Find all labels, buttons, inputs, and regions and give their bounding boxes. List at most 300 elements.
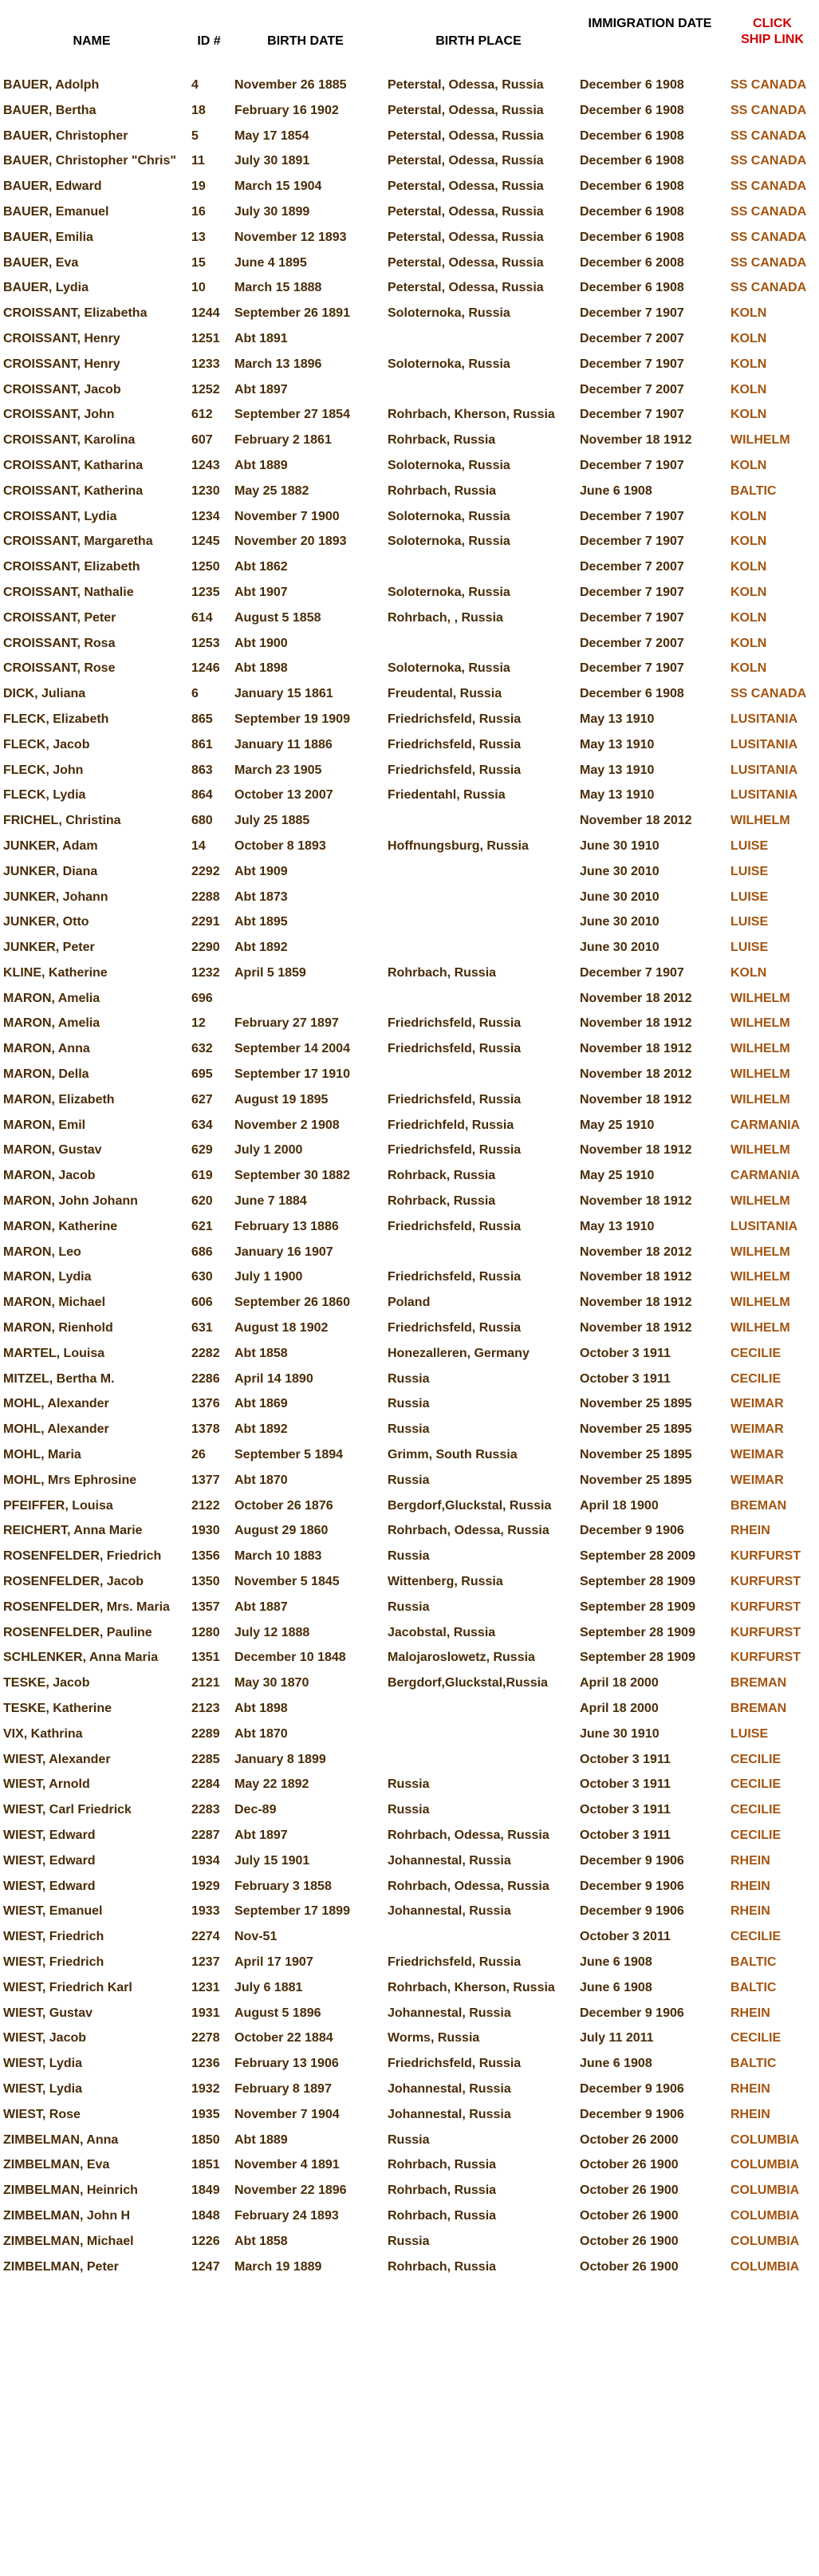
birth-date-cell: November 26 1885 bbox=[234, 78, 347, 92]
table-row bbox=[0, 72, 819, 97]
ship-link[interactable]: CECILIE bbox=[730, 1828, 782, 1842]
immigration-date-cell: December 7 1907 bbox=[580, 661, 684, 676]
ship-link[interactable]: RHEIN bbox=[730, 2006, 770, 2020]
id-cell: 2274 bbox=[191, 1930, 220, 1944]
immigration-date-cell: May 13 1910 bbox=[580, 788, 655, 803]
immigration-date-cell: December 7 2007 bbox=[580, 331, 684, 345]
ship-link[interactable]: CARMANIA bbox=[730, 1169, 801, 1183]
name-cell: SCHLENKER, Anna Maria bbox=[3, 1651, 159, 1665]
ship-link[interactable]: SS CANADA bbox=[730, 103, 807, 117]
ship-link[interactable]: KURFURST bbox=[730, 1549, 801, 1564]
table-row bbox=[0, 833, 819, 858]
id-cell: 1231 bbox=[191, 1980, 220, 1994]
ship-link[interactable]: SS CANADA bbox=[730, 255, 807, 270]
ship-link[interactable]: WILHELM bbox=[730, 1245, 790, 1259]
id-cell: 680 bbox=[191, 814, 213, 828]
birth-date-cell: Abt 1897 bbox=[234, 1828, 288, 1842]
birth-place-cell: Johannestal, Russia bbox=[388, 1853, 511, 1868]
ship-link[interactable]: LUSITANIA bbox=[730, 712, 798, 726]
ship-link[interactable]: KOLN bbox=[730, 408, 767, 422]
birth-date-cell: July 30 1899 bbox=[234, 204, 310, 219]
birth-place-cell: Soloternoka, Russia bbox=[388, 509, 510, 523]
name-cell: CROISSANT, Lydia bbox=[3, 509, 117, 523]
ship-link[interactable]: WEIMAR bbox=[730, 1422, 784, 1437]
name-cell: ZIMBELMAN, Eva bbox=[3, 2158, 110, 2172]
ship-link[interactable]: SS CANADA bbox=[730, 179, 807, 194]
birth-date-cell: July 6 1881 bbox=[234, 1980, 303, 1994]
birth-date-cell: November 2 1908 bbox=[234, 1118, 340, 1132]
table-row bbox=[0, 1010, 819, 1036]
name-cell: FLECK, Lydia bbox=[3, 788, 86, 803]
ship-link[interactable]: KURFURST bbox=[730, 1651, 801, 1665]
id-cell: 11 bbox=[191, 154, 205, 168]
name-cell: FLECK, Jacob bbox=[3, 737, 90, 751]
immigration-date-cell: May 25 1910 bbox=[580, 1118, 655, 1132]
birth-place-cell: Rohrbach, Kherson, Russia bbox=[388, 1980, 555, 1994]
birth-date-cell: March 15 1904 bbox=[234, 179, 322, 194]
ship-link[interactable]: LUSITANIA bbox=[730, 1219, 798, 1233]
ship-link[interactable]: WEIMAR bbox=[730, 1397, 784, 1411]
ship-link[interactable]: SS CANADA bbox=[730, 128, 807, 143]
birth-place-cell: Bergdorf,Gluckstal,Russia bbox=[388, 1676, 548, 1690]
table-row bbox=[0, 909, 819, 934]
birth-place-cell: Russia bbox=[388, 1397, 430, 1411]
id-cell: 620 bbox=[191, 1194, 213, 1209]
name-cell: WIEST, Friedrich Karl bbox=[3, 1980, 132, 1994]
birth-place-cell: Friedrichfeld, Russia bbox=[388, 1118, 514, 1132]
ship-link[interactable]: BREMAN bbox=[730, 1702, 787, 1715]
table-row bbox=[0, 1923, 819, 1949]
table-row bbox=[0, 554, 819, 579]
birth-place-cell: Russia bbox=[388, 2132, 430, 2147]
id-cell: 861 bbox=[191, 737, 213, 751]
birth-place-cell: Freudental, Russia bbox=[388, 687, 502, 701]
name-cell: MARON, Michael bbox=[3, 1296, 106, 1310]
birth-place-cell: Hoffnungsburg, Russia bbox=[388, 838, 529, 853]
immigration-date-cell: November 25 1895 bbox=[580, 1397, 692, 1411]
name-cell: JUNKER, Adam bbox=[3, 838, 98, 853]
ship-link[interactable]: KOLN bbox=[730, 661, 767, 676]
birth-date-cell: Abt 1869 bbox=[234, 1397, 288, 1411]
immigration-date-cell: October 3 1911 bbox=[580, 1828, 671, 1842]
id-cell: 1850 bbox=[191, 2132, 220, 2147]
ship-link[interactable]: RHEIN bbox=[730, 1524, 770, 1538]
ship-link[interactable]: KOLN bbox=[730, 357, 767, 371]
id-cell: 2292 bbox=[191, 864, 220, 878]
name-cell: MARON, John Johann bbox=[3, 1194, 138, 1209]
id-cell: 2286 bbox=[191, 1371, 220, 1386]
ship-link[interactable]: KOLN bbox=[730, 636, 767, 650]
ship-link[interactable]: KOLN bbox=[730, 610, 767, 625]
table-row bbox=[0, 2000, 819, 2026]
ship-link[interactable]: WILHELM bbox=[730, 991, 790, 1005]
birth-place-cell: Peterstal, Odessa, Russia bbox=[388, 103, 544, 117]
table-row bbox=[0, 2203, 819, 2228]
ship-link[interactable]: KOLN bbox=[730, 509, 767, 523]
birth-place-cell: Johannestal, Russia bbox=[388, 2006, 511, 2020]
name-cell: BAUER, Bertha bbox=[3, 103, 96, 117]
birth-date-cell: April 17 1907 bbox=[234, 1955, 313, 1969]
ship-link[interactable]: LUISE bbox=[730, 915, 769, 929]
id-cell: 1356 bbox=[191, 1549, 220, 1564]
ship-link[interactable]: CECILIE bbox=[730, 1346, 782, 1360]
ship-link[interactable]: KOLN bbox=[730, 458, 767, 472]
ship-link[interactable]: SS CANADA bbox=[730, 281, 807, 295]
birth-date-cell: November 20 1893 bbox=[234, 535, 347, 549]
birth-date-cell: Abt 1907 bbox=[234, 585, 288, 599]
ship-link[interactable]: WILHELM bbox=[730, 1067, 790, 1082]
id-cell: 1931 bbox=[191, 2006, 220, 2020]
birth-place-cell: Friedrichsfeld, Russia bbox=[388, 763, 522, 777]
name-cell: MOHL, Mrs Ephrosine bbox=[3, 1473, 137, 1487]
immigration-date-cell: December 7 1907 bbox=[580, 408, 684, 422]
birth-date-cell: February 13 1906 bbox=[234, 2057, 339, 2071]
ship-link[interactable]: WILHELM bbox=[730, 1270, 790, 1284]
ship-link[interactable]: COLUMBIA bbox=[730, 2208, 800, 2223]
table-row bbox=[0, 478, 819, 503]
name-cell: CROISSANT, Nathalie bbox=[3, 585, 134, 599]
ship-link[interactable]: RHEIN bbox=[730, 1904, 770, 1919]
ship-link[interactable]: KOLN bbox=[730, 382, 767, 396]
ship-link[interactable]: SS CANADA bbox=[730, 154, 807, 168]
ship-link[interactable]: BREMAN bbox=[730, 1676, 787, 1690]
immigration-date-cell: December 7 1907 bbox=[580, 585, 684, 599]
birth-date-cell: February 16 1902 bbox=[234, 103, 339, 117]
id-cell: 606 bbox=[191, 1296, 213, 1310]
name-cell: TESKE, Katherine bbox=[3, 1702, 112, 1715]
id-cell: 863 bbox=[191, 763, 213, 777]
birth-place-cell: Peterstal, Odessa, Russia bbox=[388, 230, 544, 244]
immigration-date-cell: June 6 1908 bbox=[580, 483, 652, 498]
birth-place-cell: Johannestal, Russia bbox=[388, 1904, 511, 1919]
ship-link[interactable]: CECILIE bbox=[730, 1930, 782, 1944]
name-cell: MARTEL, Louisa bbox=[3, 1346, 105, 1360]
immigration-date-cell: May 13 1910 bbox=[580, 763, 655, 777]
ship-link[interactable]: CECILIE bbox=[730, 1371, 782, 1386]
ship-link[interactable]: KURFURST bbox=[730, 1575, 801, 1589]
ship-link[interactable]: KOLN bbox=[730, 535, 767, 549]
immigration-date-cell: June 30 2010 bbox=[580, 890, 660, 904]
birth-date-cell: May 30 1870 bbox=[234, 1676, 309, 1690]
id-cell: 2287 bbox=[191, 1828, 220, 1842]
birth-place-cell: Rohrbach, Odessa, Russia bbox=[388, 1524, 549, 1538]
ship-link[interactable]: WEIMAR bbox=[730, 1473, 784, 1487]
immigration-date-cell: November 25 1895 bbox=[580, 1448, 692, 1462]
ship-link[interactable]: CECILIE bbox=[730, 1752, 782, 1766]
ship-link[interactable]: WILHELM bbox=[730, 1194, 790, 1209]
birth-date-cell: April 14 1890 bbox=[234, 1371, 313, 1386]
table-row bbox=[0, 1061, 819, 1087]
ship-link[interactable]: COLUMBIA bbox=[730, 2259, 800, 2274]
immigration-date-cell: October 3 1911 bbox=[580, 1371, 671, 1386]
ship-link[interactable]: KURFURST bbox=[730, 1625, 801, 1639]
immigration-date-cell: April 18 2000 bbox=[580, 1702, 659, 1715]
ship-link[interactable]: KOLN bbox=[730, 306, 767, 321]
birth-date-cell: March 10 1883 bbox=[234, 1549, 322, 1564]
ship-link[interactable]: BALTIC bbox=[730, 2057, 777, 2071]
birth-date-cell: June 7 1884 bbox=[234, 1194, 307, 1209]
birth-date-cell: November 7 1900 bbox=[234, 509, 340, 523]
immigration-date-cell: November 18 1912 bbox=[580, 1092, 692, 1107]
id-cell: 631 bbox=[191, 1321, 213, 1335]
birth-place-cell: Soloternoka, Russia bbox=[388, 458, 510, 472]
id-cell: 1935 bbox=[191, 2107, 220, 2121]
ship-link[interactable]: LUISE bbox=[730, 864, 769, 878]
immigration-date-cell: December 7 2007 bbox=[580, 636, 684, 650]
birth-date-cell: August 29 1860 bbox=[234, 1524, 329, 1538]
table-row bbox=[0, 2025, 819, 2050]
table-row bbox=[0, 960, 819, 985]
name-cell: ROSENFELDER, Pauline bbox=[3, 1625, 152, 1639]
ship-link[interactable]: KOLN bbox=[730, 965, 767, 980]
name-cell: JUNKER, Otto bbox=[3, 915, 89, 929]
immigration-date-cell: December 6 1908 bbox=[580, 154, 684, 168]
id-cell: 1930 bbox=[191, 1524, 220, 1538]
table-row bbox=[0, 300, 819, 325]
ship-link[interactable]: CECILIE bbox=[730, 1777, 782, 1792]
ship-link[interactable]: BALTIC bbox=[730, 1980, 777, 1994]
birth-place-cell: Peterstal, Odessa, Russia bbox=[388, 154, 544, 168]
name-cell: CROISSANT, Rosa bbox=[3, 636, 116, 650]
birth-place-cell: Friedrichsfeld, Russia bbox=[388, 1321, 522, 1335]
ship-link[interactable]: LUISE bbox=[730, 890, 769, 904]
id-cell: 627 bbox=[191, 1092, 213, 1107]
ship-link[interactable]: RHEIN bbox=[730, 2081, 770, 2096]
ship-link[interactable]: CECILIE bbox=[730, 1803, 782, 1817]
table-row bbox=[0, 1239, 819, 1264]
name-cell: BAUER, Emanuel bbox=[3, 204, 109, 219]
id-cell: 1232 bbox=[191, 965, 220, 980]
name-cell: MARON, Elizabeth bbox=[3, 1092, 115, 1107]
birth-place-cell: Friedrichsfeld, Russia bbox=[388, 1092, 522, 1107]
id-cell: 1378 bbox=[191, 1422, 220, 1437]
ship-link[interactable]: WILHELM bbox=[730, 1321, 790, 1335]
immigration-date-cell: December 9 1906 bbox=[580, 1904, 684, 1919]
ship-link[interactable]: CARMANIA bbox=[730, 1118, 801, 1132]
ship-link[interactable]: RHEIN bbox=[730, 1879, 770, 1893]
ship-link[interactable]: WILHELM bbox=[730, 814, 790, 828]
birth-date-cell: Dec-89 bbox=[234, 1803, 277, 1817]
ship-link[interactable]: BREMAN bbox=[730, 1498, 787, 1513]
name-cell: JUNKER, Diana bbox=[3, 864, 98, 878]
name-cell: MOHL, Alexander bbox=[3, 1422, 109, 1437]
id-cell: 619 bbox=[191, 1169, 213, 1183]
ship-link[interactable]: KURFURST bbox=[730, 1600, 801, 1614]
ship-link[interactable]: BALTIC bbox=[730, 483, 777, 498]
birth-date-cell: July 15 1901 bbox=[234, 1853, 310, 1868]
birth-date-cell: October 13 2007 bbox=[234, 788, 333, 803]
immigration-date-cell: October 26 1900 bbox=[580, 2208, 679, 2223]
birth-date-cell: September 17 1899 bbox=[234, 1904, 350, 1919]
table-row bbox=[0, 1137, 819, 1162]
name-cell: PFEIFFER, Louisa bbox=[3, 1498, 113, 1513]
ship-link[interactable]: BALTIC bbox=[730, 1955, 777, 1969]
ship-link[interactable]: KOLN bbox=[730, 560, 767, 574]
ship-link[interactable]: RHEIN bbox=[730, 2107, 770, 2121]
birth-date-cell: July 30 1891 bbox=[234, 154, 310, 168]
birth-date-cell: July 1 1900 bbox=[234, 1270, 303, 1284]
id-cell: 2290 bbox=[191, 941, 220, 955]
birth-date-cell: February 3 1858 bbox=[234, 1879, 332, 1893]
id-cell: 865 bbox=[191, 712, 213, 726]
birth-date-cell: February 24 1893 bbox=[234, 2208, 339, 2223]
ship-link[interactable]: WILHELM bbox=[730, 1042, 790, 1056]
id-cell: 2278 bbox=[191, 2031, 220, 2045]
ship-link[interactable]: WEIMAR bbox=[730, 1448, 784, 1462]
birth-date-cell: Abt 1870 bbox=[234, 1726, 288, 1741]
table-row bbox=[0, 528, 819, 554]
name-cell: BAUER, Christopher bbox=[3, 128, 128, 143]
table-row bbox=[0, 2127, 819, 2152]
name-cell: WIEST, Edward bbox=[3, 1828, 96, 1842]
birth-date-cell: September 5 1894 bbox=[234, 1448, 344, 1462]
immigration-date-cell: October 26 1900 bbox=[580, 2183, 679, 2198]
immigration-date-cell: October 3 1911 bbox=[580, 1752, 671, 1766]
header-immigration-date: IMMIGRATION DATE bbox=[588, 17, 712, 30]
immigration-date-cell: December 9 1906 bbox=[580, 1853, 684, 1868]
id-cell: 1377 bbox=[191, 1473, 220, 1487]
birth-place-cell: Peterstal, Odessa, Russia bbox=[388, 255, 544, 270]
immigration-date-cell: November 18 1912 bbox=[580, 1042, 692, 1056]
table-row bbox=[0, 1315, 819, 1340]
name-cell: CROISSANT, Margaretha bbox=[3, 535, 153, 549]
birth-date-cell: Abt 1895 bbox=[234, 915, 288, 929]
ship-link[interactable]: KOLN bbox=[730, 331, 767, 345]
table-row bbox=[0, 1289, 819, 1315]
ship-link[interactable]: WILHELM bbox=[730, 1016, 790, 1031]
name-cell: ROSENFELDER, Jacob bbox=[3, 1575, 144, 1589]
name-cell: CROISSANT, Elizabetha bbox=[3, 306, 148, 321]
birth-date-cell: Abt 1898 bbox=[234, 661, 288, 676]
table-row bbox=[0, 427, 819, 452]
ship-link[interactable]: COLUMBIA bbox=[730, 2234, 800, 2248]
ship-link[interactable]: WILHELM bbox=[730, 1143, 790, 1158]
birth-place-cell: Russia bbox=[388, 1600, 430, 1614]
ship-link[interactable]: KOLN bbox=[730, 585, 767, 599]
birth-place-cell: Friedrichsfeld, Russia bbox=[388, 1955, 522, 1969]
birth-date-cell: Abt 1889 bbox=[234, 458, 288, 472]
id-cell: 1250 bbox=[191, 560, 220, 574]
birth-date-cell: October 8 1893 bbox=[234, 838, 326, 853]
ship-link[interactable]: WILHELM bbox=[730, 1092, 790, 1107]
ship-link[interactable]: LUSITANIA bbox=[730, 737, 798, 751]
name-cell: CROISSANT, Karolina bbox=[3, 433, 136, 448]
ship-link[interactable]: LUISE bbox=[730, 838, 769, 853]
table-row bbox=[0, 173, 819, 199]
table-row bbox=[0, 1771, 819, 1797]
name-cell: REICHERT, Anna Marie bbox=[3, 1524, 143, 1538]
table-row bbox=[0, 377, 819, 402]
ship-link[interactable]: COLUMBIA bbox=[730, 2183, 800, 2198]
ship-link[interactable]: CECILIE bbox=[730, 2031, 782, 2045]
name-cell: TESKE, Jacob bbox=[3, 1676, 90, 1690]
immigration-date-cell: June 6 1908 bbox=[580, 1955, 652, 1969]
id-cell: 1848 bbox=[191, 2208, 220, 2223]
name-cell: MITZEL, Bertha M. bbox=[3, 1371, 115, 1386]
header-id: ID # bbox=[197, 34, 221, 48]
id-cell: 10 bbox=[191, 281, 206, 295]
ship-link[interactable]: LUISE bbox=[730, 1726, 769, 1741]
ship-link[interactable]: LUSITANIA bbox=[730, 788, 798, 803]
birth-place-cell: Grimm, South Russia bbox=[388, 1448, 518, 1462]
name-cell: BAUER, Eva bbox=[3, 255, 79, 270]
table-row bbox=[0, 1112, 819, 1138]
name-cell: BAUER, Christopher "Chris" bbox=[3, 154, 176, 168]
ship-link[interactable]: SS CANADA bbox=[730, 204, 807, 219]
table-row bbox=[0, 2228, 819, 2254]
header-birth-place: BIRTH PLACE bbox=[435, 34, 522, 48]
table-row bbox=[0, 401, 819, 427]
birth-place-cell: Peterstal, Odessa, Russia bbox=[388, 78, 544, 92]
immigration-date-cell: December 7 1907 bbox=[580, 610, 684, 625]
immigration-date-cell: December 6 1908 bbox=[580, 78, 684, 92]
birth-place-cell: Friedrichsfeld, Russia bbox=[388, 737, 522, 751]
ship-link[interactable]: SS CANADA bbox=[730, 687, 807, 701]
birth-date-cell: May 17 1854 bbox=[234, 128, 309, 143]
birth-date-cell: November 22 1896 bbox=[234, 2183, 347, 2198]
ship-link[interactable]: LUSITANIA bbox=[730, 763, 798, 777]
birth-date-cell: April 5 1859 bbox=[234, 965, 306, 980]
ship-link[interactable]: WILHELM bbox=[730, 433, 790, 448]
ship-link[interactable]: LUISE bbox=[730, 941, 769, 955]
immigration-date-cell: June 30 2010 bbox=[580, 941, 660, 955]
immigration-date-cell: December 6 1908 bbox=[580, 281, 684, 295]
immigration-date-cell: September 28 1909 bbox=[580, 1625, 695, 1639]
table-row bbox=[0, 1873, 819, 1899]
immigration-date-cell: November 18 2012 bbox=[580, 991, 692, 1005]
immigration-date-cell: December 6 2008 bbox=[580, 255, 684, 270]
immigration-date-cell: November 18 1912 bbox=[580, 1016, 692, 1031]
birth-place-cell: Malojaroslowetz, Russia bbox=[388, 1651, 535, 1665]
ship-link[interactable]: SS CANADA bbox=[730, 230, 807, 244]
immigration-date-cell: September 28 1909 bbox=[580, 1575, 695, 1589]
name-cell: BAUER, Adolph bbox=[3, 78, 100, 92]
immigration-date-cell: December 9 1906 bbox=[580, 2081, 684, 2096]
table-row bbox=[0, 1340, 819, 1366]
name-cell: BAUER, Emilia bbox=[3, 230, 93, 244]
id-cell: 2121 bbox=[191, 1676, 220, 1690]
immigration-date-cell: December 9 1906 bbox=[580, 1879, 684, 1893]
birth-date-cell: Abt 1873 bbox=[234, 890, 288, 904]
table-row bbox=[0, 985, 819, 1011]
id-cell: 2283 bbox=[191, 1803, 220, 1817]
name-cell: WIEST, Jacob bbox=[3, 2031, 87, 2045]
birth-date-cell: Abt 1862 bbox=[234, 560, 288, 574]
ship-link[interactable]: COLUMBIA bbox=[730, 2132, 800, 2147]
id-cell: 630 bbox=[191, 1270, 213, 1284]
birth-place-cell: Friedrichsfeld, Russia bbox=[388, 1016, 522, 1031]
birth-place-cell: Russia bbox=[388, 2234, 430, 2248]
header-ship-link-line2: SHIP LINK bbox=[741, 33, 804, 46]
ship-link[interactable]: SS CANADA bbox=[730, 78, 807, 92]
id-cell: 26 bbox=[191, 1448, 206, 1462]
id-cell: 1252 bbox=[191, 382, 220, 396]
birth-place-cell: Rohrback, Russia bbox=[388, 433, 496, 448]
ship-link[interactable]: COLUMBIA bbox=[730, 2158, 800, 2172]
name-cell: MARON, Katherine bbox=[3, 1219, 118, 1233]
birth-date-cell: July 12 1888 bbox=[234, 1625, 310, 1639]
id-cell: 1226 bbox=[191, 2234, 220, 2248]
ship-link[interactable]: WILHELM bbox=[730, 1296, 790, 1310]
table-row bbox=[0, 1442, 819, 1467]
name-cell: ZIMBELMAN, Peter bbox=[3, 2259, 119, 2274]
id-cell: 1350 bbox=[191, 1575, 220, 1589]
immigration-date-cell: December 6 1908 bbox=[580, 179, 684, 194]
table-row bbox=[0, 274, 819, 300]
birth-date-cell: Abt 1897 bbox=[234, 382, 288, 396]
birth-place-cell: Poland bbox=[388, 1296, 431, 1310]
ship-link[interactable]: RHEIN bbox=[730, 1853, 770, 1868]
